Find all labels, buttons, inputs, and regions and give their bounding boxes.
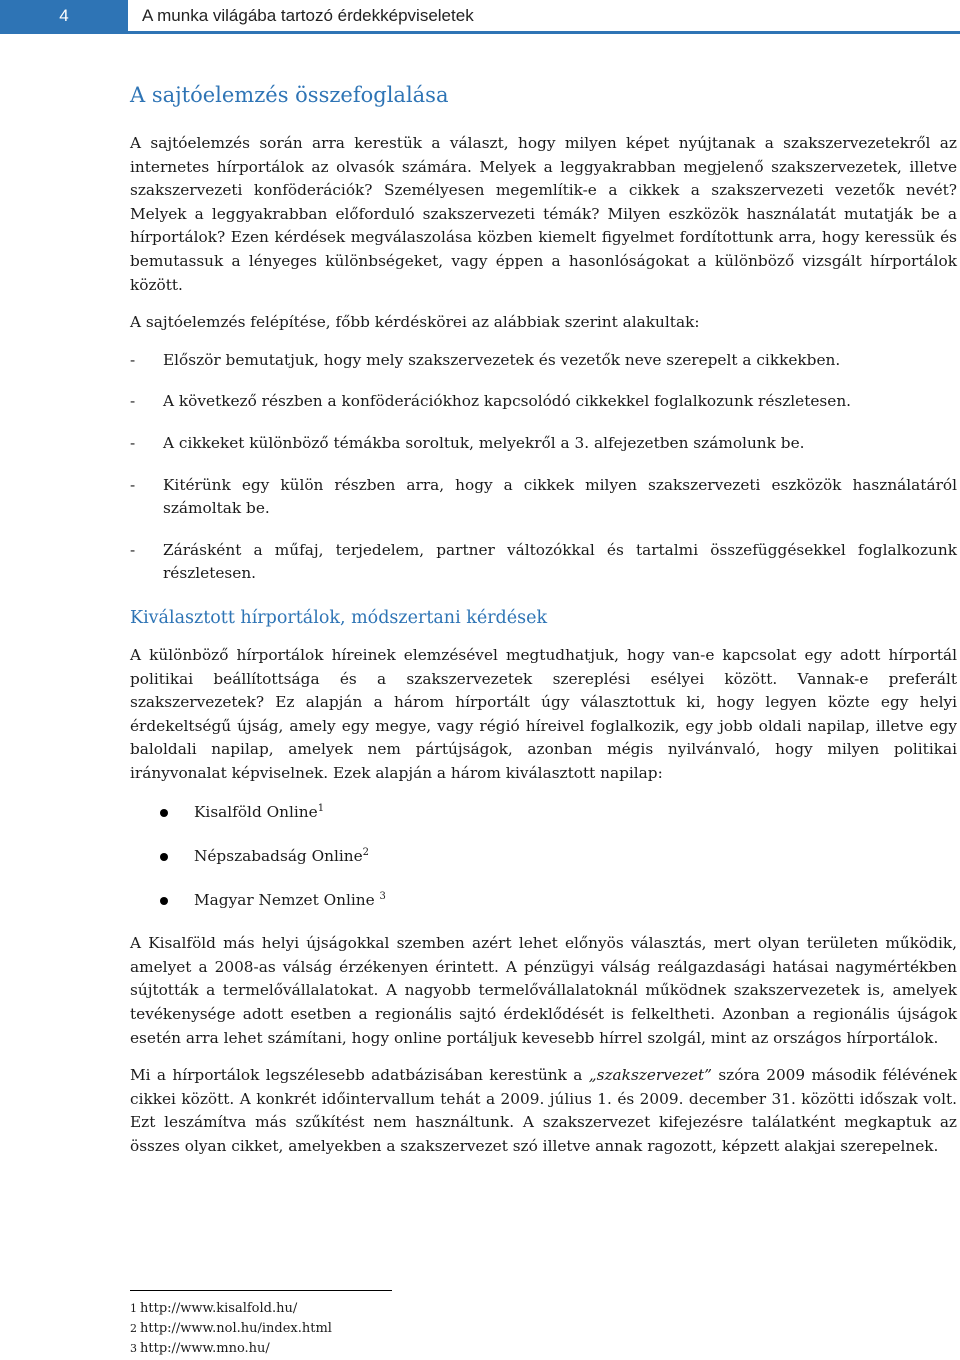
paragraph-kisalfold: A Kisalföld más helyi újságokkal szemben azért lehet előnyös választás, mert olyan területen működik, amelyet a 2008-as válság érzékenyen érintett. A pénzügyi válság reálgazdasági hatásai nagymértékben sújtották a termelővállalatokat. A nagyobb termelővállalatoknál működnek szakszervezetek is, amelyek tevékenysége adott esetben a regionális sajtó érdeklődését is felkeltheti. Azonban a regionális újságok esetén arra lehet számítani, hogy online portáljuk kevesebb hírrel szolgál, mint az országos hírportálok.: [130, 934, 957, 1047]
section-title-summary: A sajtóelemzés összefoglalása: [130, 83, 449, 107]
footnote: 1 http://www.kisalfold.hu/: [130, 1299, 332, 1319]
search-term: „szakszervezet”: [588, 1066, 712, 1085]
bullet-icon: [160, 853, 168, 861]
footnote: 3 http://www.mno.hu/: [130, 1339, 332, 1359]
running-title: A munka világába tartozó érdekképviseletek: [142, 5, 474, 25]
dash-marker: -: [130, 540, 136, 559]
structure-list: [130, 349, 957, 586]
bullet-icon: [160, 897, 168, 905]
list-item: - A cikkeket különböző témákba soroltuk, melyekről a 3. alfejezetben számolunk be.: [130, 432, 957, 456]
list-item: - Először bemutatjuk, hogy mely szakszervezetek és vezetők neve szerepelt a cikkekben.: [130, 349, 957, 373]
footnote-separator: [130, 1290, 392, 1291]
dash-marker: -: [130, 475, 136, 494]
footnote-ref: 2: [362, 847, 370, 859]
footnote-link[interactable]: http://www.nol.hu/index.html: [140, 1321, 332, 1336]
footnote-link[interactable]: http://www.kisalfold.hu/: [140, 1301, 298, 1316]
list-item: - Zárásként a műfaj, terjedelem, partner változókkal és tartalmi összefüggésekkel foglalkozunk részletesen.: [130, 540, 957, 583]
dash-marker: -: [130, 350, 136, 369]
section-title-methodology: Kiválasztott hírportálok, módszertani kérdések: [130, 607, 548, 628]
paragraph-portals: A különböző hírportálok híreinek elemzésével megtudhatjuk, hogy van-e kapcsolat egy adott hírportál politikai beállítottsága és a szakszervezetek szereplési esélyei között. Vannak-e preferált szakszervezetek? Ez alapján a három hírportált úgy választottuk ki, hogy legyen közte egy helyi érdekeltségű újság, amely egy megye, vagy régió híreivel foglalkozik, egy jobb oldali napilap, illetve egy baloldali napilap, amelyek nem pártújságok, azonban mégis nyilvánvaló, hogy milyen politikai irányvonalat képviselnek. Ezek alapján a három kiválasztott napilap:: [130, 645, 957, 782]
list-item: - A következő részben a konföderációkhoz kapcsolódó cikkekkel foglalkozunk részletesen.: [130, 390, 957, 414]
main-content: [130, 78, 957, 1173]
bullet-icon: [160, 809, 168, 817]
paragraph-intro: A sajtóelemzés során arra kerestük a választ, hogy milyen képet nyújtanak a szakszervezetekről az internetes hírportálok az olvasók számára. Melyek a leggyakrabban megjelenő szakszervezetek, illetve szakszervezeti konföderációk? Személyesen megemlítik-e a cikkek a szakszervezeti vezetők nevét? Melyek a leggyakrabban előforduló szakszervezeti témák? Milyen eszközök használatát mutatják be a hírportálok? Ezen kérdések megválaszolása közben kiemelt figyelmet fordítottunk arra, hogy keressük és bemutassuk a lényeges különbségeket, vagy éppen a hasonlóságokat a különböző vizsgált hírportálok között.: [130, 134, 957, 294]
footnote-ref: 3: [379, 890, 386, 902]
footnote: 2 http://www.nol.hu/index.html: [130, 1319, 332, 1339]
portal-list: [130, 801, 957, 912]
footnote-link[interactable]: http://www.mno.hu/: [140, 1341, 270, 1356]
list-item: Népszabadság Online$^2$: [130, 845, 957, 869]
list-item: - Kitérünk egy külön részben arra, hogy a cikkek milyen szakszervezeti eszközök használatáról számoltak be.: [130, 475, 957, 518]
list-item: Magyar Nemzet Online $^3$: [130, 889, 957, 913]
paragraph-structure: A sajtóelemzés felépítése, főbb kérdéskörei az alábbiak szerint alakultak:: [130, 313, 700, 332]
footnote-ref: 1: [317, 803, 325, 815]
list-item: Kisalföld Online$^1$: [130, 801, 957, 825]
paragraph-search: Mi a hírportálok legszélesebb adatbázisában kerestünk a „szakszervezet” szóra 2009 második félévének cikkei között. A konkrét időintervallum tehát a 2009. július 1. és 2009. december 31. közötti időszak volt. Ezt leszámítva más szűkítést nem használtunk. A szakszervezet kifejezésre találatként megkaptuk az összes olyan cikket, amelyekben a szakszervezet szó illetve annak ragozott, képzett alakjai szerepelnek.: [130, 1066, 957, 1155]
footnotes: [130, 1299, 332, 1359]
dash-marker: -: [130, 392, 136, 411]
page-header: [0, 0, 960, 34]
page-number: 4: [0, 0, 128, 31]
dash-marker: -: [130, 433, 136, 452]
